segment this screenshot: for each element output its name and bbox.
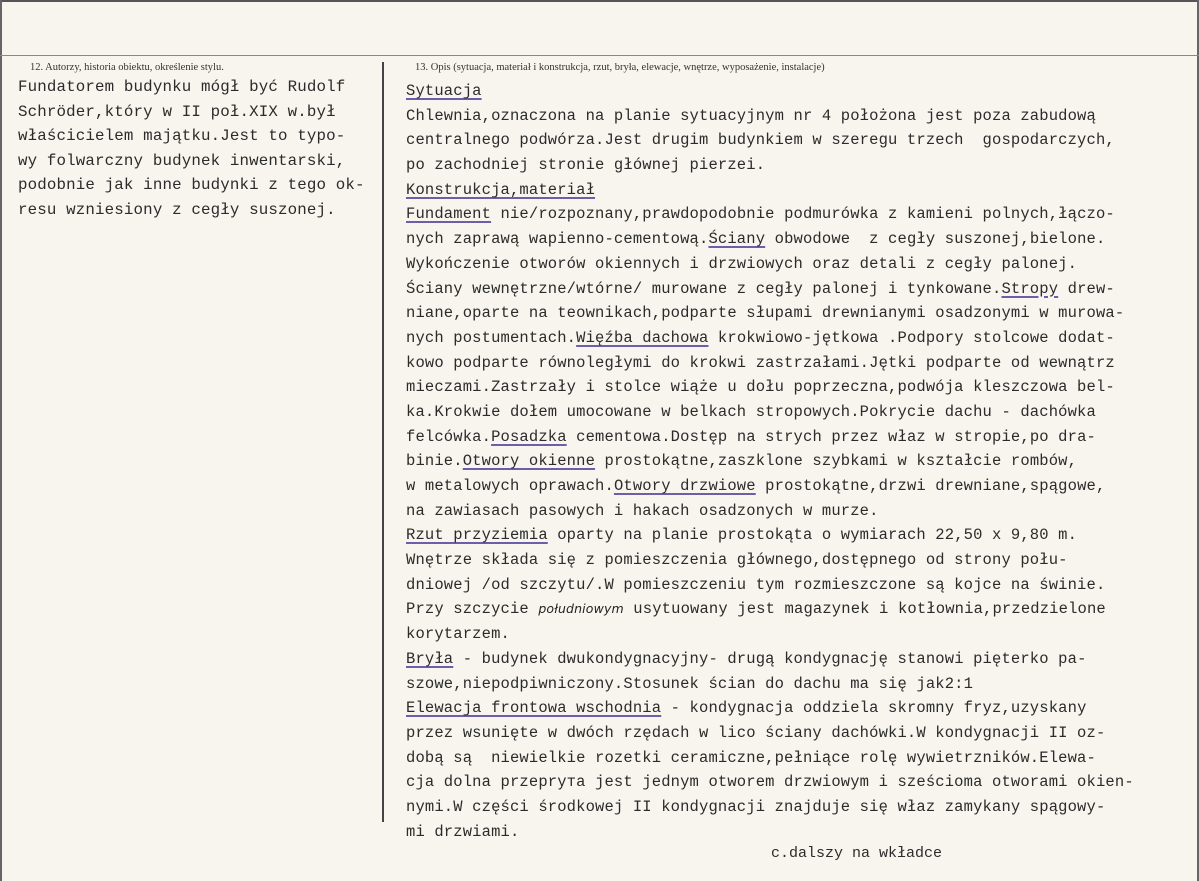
text-line: [406, 795, 1186, 820]
text-line: Fundatorem budynku mógł być Rudolf: [18, 78, 346, 96]
text-line: właścicielem majątku.Jest to typo-: [18, 127, 346, 145]
text-segment: cja dolna przeprута jest jednym otworem drzwiowym i sześcioma otworami okien-: [406, 773, 1134, 792]
text-segment: korytarzem.: [406, 625, 510, 644]
text-line: resu wzniesiony z cegły suszonej.: [18, 200, 336, 219]
text-line: [406, 128, 1186, 153]
text-line: [406, 227, 1186, 252]
text-segment: felcówka.: [406, 427, 492, 446]
text-line: [406, 79, 1186, 104]
text-segment: nie/rozpoznany,prawdopodobnie podmurówka z kamieni polnych,łączo-: [491, 205, 1115, 224]
text-segment: krokwiowo-jętkowa .Podpory stolcowe dodat-: [708, 328, 1115, 347]
text-line: [406, 820, 1186, 845]
text-segment: nych zaprawą wapienno-cementową.: [406, 230, 709, 249]
text-segment: kowo podparte równoległymi do krokwi zastrzałami.Jętki podparte od wewnątrz: [406, 353, 1115, 372]
column-divider: [382, 62, 384, 822]
text-segment: mieczami.Zastrzały i stolce wiąże u dołu poprzeczna,podwója kleszczowa bel-: [406, 378, 1115, 397]
underlined-heading: Rzut przyziemia: [406, 526, 548, 545]
text-segment: nymi.W części środkowej II kondygnacji znajduje się właz zamykany spągowy-: [406, 797, 1106, 816]
text-segment: binie.: [406, 452, 463, 471]
text-line: [406, 474, 1186, 499]
text-segment: Wykończenie otworów okiennych i drzwiowych oraz detali z cegły palonej.: [406, 254, 1078, 273]
text-line: [406, 449, 1186, 474]
text-segment: w metalowych oprawach.: [406, 477, 614, 495]
text-line: [406, 573, 1186, 598]
text-segment: drew-: [1058, 279, 1115, 298]
text-line: [406, 252, 1186, 277]
continued-note: c.dalszy na wkładce: [771, 845, 943, 862]
underlined-heading: Otwory okienne: [462, 452, 596, 471]
underlined-heading: Stropy: [1001, 279, 1059, 298]
page-top-border: [0, 0, 1199, 2]
text-line: podobnie jak inne budynki z tego ok-: [18, 176, 365, 194]
underlined-heading: Ściany: [708, 230, 766, 249]
text-line: [406, 548, 1186, 573]
page-left-border: [0, 0, 2, 881]
text-line: [406, 178, 1186, 203]
underlined-heading: Elewacja frontowa wschodnia: [406, 699, 662, 718]
text-segment: - kondygnacja oddziela skromny fryz,uzyskany: [661, 699, 1087, 718]
underlined-heading: Fundament: [406, 205, 492, 224]
underlined-heading: Otwory drzwiowe: [613, 477, 756, 495]
text-segment: po zachodniej stronie głównej pierzei.: [406, 156, 766, 175]
text-segment: nych postumentach.: [406, 328, 577, 347]
text-line: [406, 647, 1186, 672]
text-line: Schröder,który w II poł.XIX w.był: [18, 102, 336, 121]
description-text: [406, 79, 1186, 844]
text-line: wy folwarczny budynek inwentarski,: [18, 151, 346, 170]
text-segment: niane,oparte na teownikach,podparte słupami drewnianymi osadzonymi w murowa-: [406, 304, 1125, 323]
underlined-heading: Więźba dachowa: [576, 328, 709, 347]
text-segment: prostokątne,drzwi drewniane,spągowe,: [755, 477, 1106, 495]
text-segment: prostokątne,zaszklone szybkami w kształcie rombów,: [595, 452, 1078, 471]
section-12-header: 12. Autorzy, historia obiektu, określenie stylu.: [30, 62, 224, 73]
text-segment: Ściany wewnętrzne/wtórne/ murowane z cegły palonej i tynkowane.: [406, 279, 1002, 298]
text-line: [406, 375, 1186, 400]
text-line: [406, 622, 1186, 647]
text-segment: ka.Krokwie dołem umocowane w belkach stropowych.Pokrycie dachu - dachówka: [406, 402, 1096, 421]
text-line: [406, 770, 1186, 795]
text-line: [406, 672, 1186, 697]
text-segment: szowe,niepodpiwniczony.Stosunek ścian do dachu ma się jak2:1: [406, 674, 974, 693]
text-segment: Wnętrze składa się z pomieszczenia głównego,dostępnego od strony połu-: [406, 551, 1068, 570]
text-line: [406, 696, 1186, 721]
text-segment: oparty na planie prostokąta o wymiarach 22,50 x 9,80 m.: [547, 526, 1078, 545]
text-line: [406, 326, 1186, 351]
authors-history-text: [18, 75, 380, 222]
text-line: [406, 523, 1186, 548]
text-segment: przez wsunięte w dwóch rzędach w lico ściany dachówki.W kondygnacji II oz-: [406, 723, 1106, 742]
underlined-heading: Konstrukcja,materiał: [406, 180, 596, 199]
header-divider: [0, 55, 1199, 56]
text-segment: na zawiasach pasowych i hakach osadzonych w murze.: [406, 501, 879, 520]
text-line: [406, 400, 1186, 425]
underlined-heading: Bryła: [406, 649, 454, 668]
text-segment: obwodowe z cegły suszonej,bielone.: [765, 230, 1106, 249]
text-line: [406, 277, 1186, 302]
text-segment: dniowej /od szczytu/.W pomieszczeniu tym rozmieszczone są kojce na świnie.: [406, 575, 1106, 594]
text-segment: dobą są niewielkie rozetki ceramiczne,pełniące rolę wywietrzników.Elewa-: [406, 748, 1096, 767]
text-line: [406, 351, 1186, 376]
text-line: [406, 746, 1186, 771]
underlined-heading: Posadzka: [491, 427, 567, 446]
text-line: [406, 721, 1186, 746]
text-line: [406, 104, 1186, 129]
text-line: [406, 425, 1186, 450]
text-segment: - budynek dwukondygnacyjny- drugą kondygnację stanowi pięterko pa-: [453, 649, 1087, 668]
text-line: [406, 597, 1186, 622]
underlined-heading: Sytuacja: [406, 82, 482, 100]
text-line: [406, 499, 1186, 524]
section-13-header: 13. Opis (sytuacja, materiał i konstrukcja, rzut, bryła, elewacje, wnętrze, wyposażenie, instalacje): [415, 62, 825, 73]
text-segment: Chlewnia,oznaczona na planie sytuacyjnym nr 4 położona jest poza zabudową: [406, 106, 1096, 125]
text-segment: mi drzwiami.: [406, 822, 520, 841]
text-segment: cementowa.Dostęp na strych przez właz w stropie,po dra-: [566, 427, 1096, 446]
text-segment: Przy szczycie: [406, 600, 539, 619]
text-line: [406, 202, 1186, 227]
text-segment: centralnego podwórza.Jest drugim budynkiem w szeregu trzech gospodarczych,: [406, 131, 1115, 150]
text-line: [406, 301, 1186, 326]
text-line: [406, 153, 1186, 178]
text-segment: usytuowany jest magazynek i kotłownia,przedzielone: [623, 600, 1106, 619]
handwritten-insertion: południowym: [538, 601, 624, 617]
